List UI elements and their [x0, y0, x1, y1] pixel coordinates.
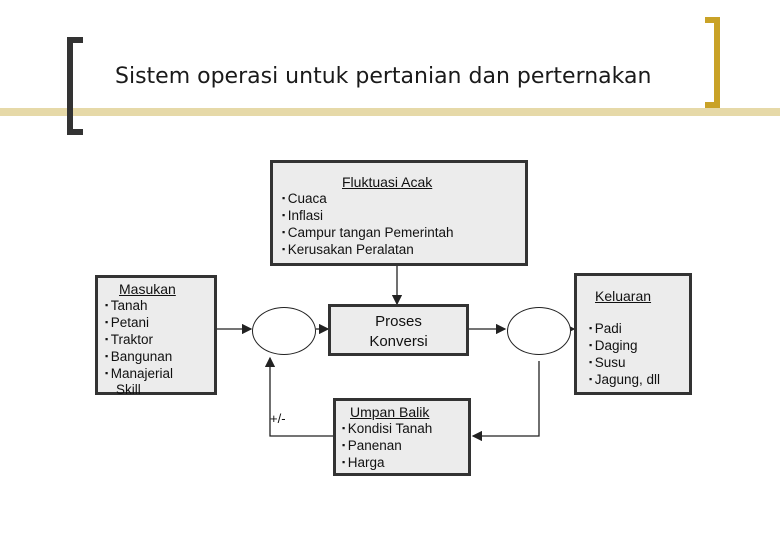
list-item: ▪ Manajerial — [105, 365, 214, 382]
list-item: ▪ Petani — [105, 314, 214, 331]
masukan-tail: Skill — [116, 382, 141, 397]
list-item: ▪ Susu — [589, 354, 689, 371]
umpan-heading: Umpan Balik — [350, 404, 430, 420]
proses-box — [328, 304, 469, 356]
keluaran-list — [589, 320, 689, 388]
list-item: ▪ Bangunan — [105, 348, 214, 365]
list-item: ▪ Inflasi — [282, 207, 525, 224]
header-rule — [0, 108, 780, 116]
keluaran-heading: Keluaran — [595, 288, 652, 304]
proses-line2: Konversi — [369, 333, 428, 350]
masukan-heading: Masukan — [119, 281, 176, 297]
umpan-box — [333, 398, 471, 476]
list-item: ▪ Panenan — [342, 437, 468, 454]
masukan-box — [95, 275, 217, 395]
list-item: ▪ Cuaca — [282, 190, 525, 207]
arrow-splitter-to-umpan — [473, 361, 539, 436]
masukan-list — [105, 297, 214, 382]
fluktuasi-list — [282, 190, 525, 258]
keluaran-box — [574, 273, 692, 395]
proses-line1: Proses — [375, 313, 422, 330]
fluktuasi-heading: Fluktuasi Acak — [342, 174, 433, 190]
list-item: ▪ Padi — [589, 320, 689, 337]
list-item: ▪ Kondisi Tanah — [342, 420, 468, 437]
list-item: ▪ Traktor — [105, 331, 214, 348]
list-item: ▪ Daging — [589, 337, 689, 354]
right-bracket — [705, 20, 717, 105]
list-item: ▪ Harga — [342, 454, 468, 471]
list-item: ▪ Kerusakan Peralatan — [282, 241, 525, 258]
fluktuasi-box — [270, 160, 528, 266]
list-item: ▪ Jagung, dll — [589, 371, 689, 388]
output-splitter-circle — [507, 307, 571, 355]
feedback-sign-label: +/- — [270, 411, 286, 426]
page-title: Sistem operasi untuk pertanian dan perternakan — [115, 64, 652, 89]
left-bracket — [70, 40, 83, 132]
umpan-list — [342, 420, 468, 471]
input-mixer-circle — [252, 307, 316, 355]
list-item: ▪ Tanah — [105, 297, 214, 314]
list-item: ▪ Campur tangan Pemerintah — [282, 224, 525, 241]
